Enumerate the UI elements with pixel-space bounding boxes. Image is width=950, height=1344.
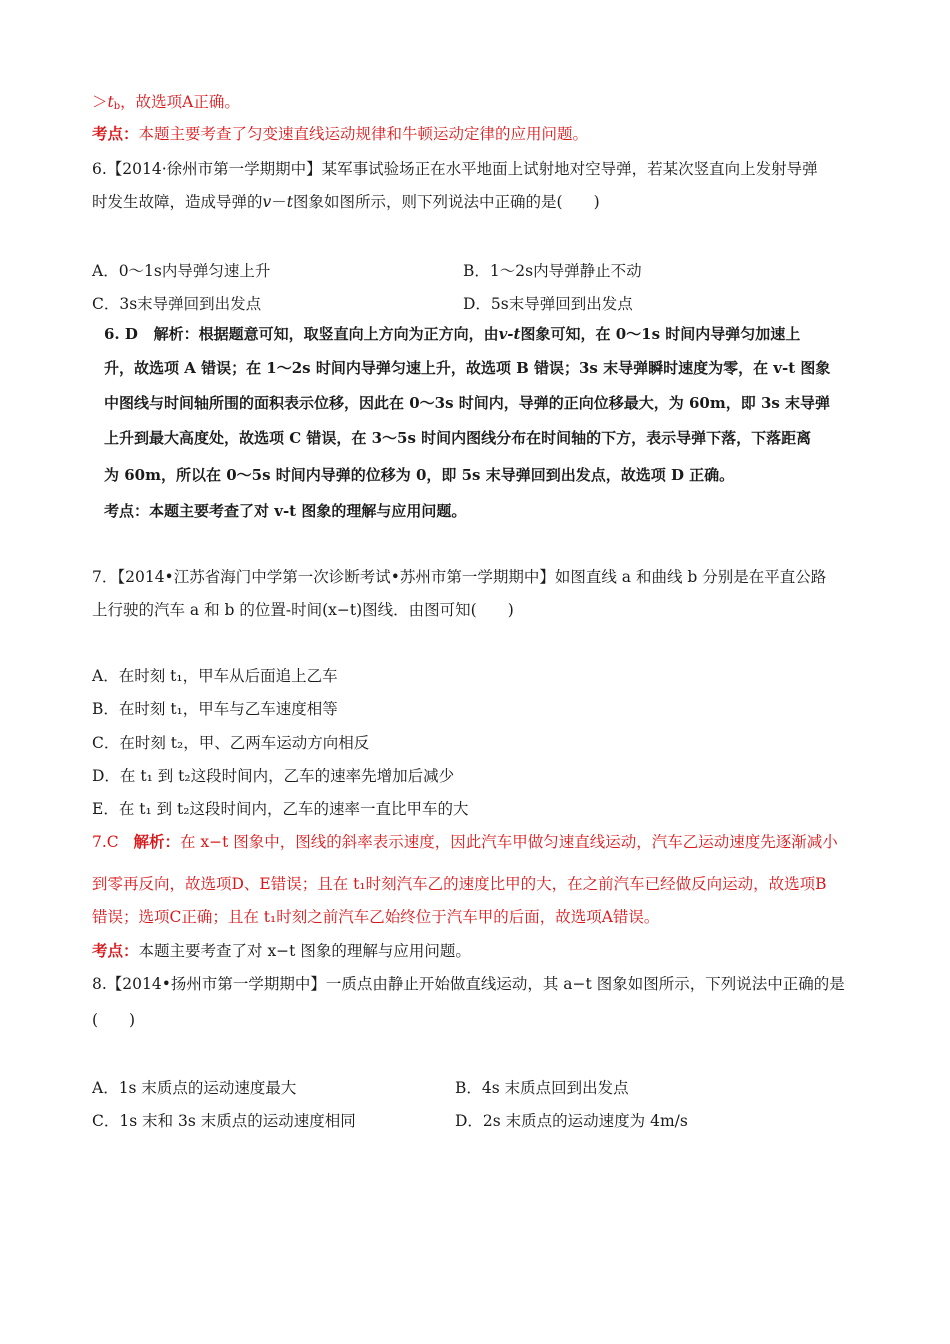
- q7-answer-l1: 在 x−t 图象中，图线的斜率表示速度，因此汽车甲做匀速直线运动，汽车乙运动速度先逐渐减小: [179, 833, 838, 851]
- q7-kaodian-text: 本题主要考查了对 x−t 图象的理解与应用问题。: [138, 942, 471, 960]
- q6-kaodian-text: 本题主要考查了对 v-t 图象的理解与应用问题。: [149, 502, 467, 520]
- q6-answer-var: v-t: [498, 325, 521, 343]
- q7-option-c: C．在时刻 t₂，甲、乙两车运动方向相反: [92, 734, 370, 752]
- q8-option-c: C．1s 末和 3s 末质点的运动速度相同: [92, 1112, 356, 1130]
- kaodian-5: [92, 124, 588, 144]
- carryover-line: [92, 92, 240, 117]
- q6-answer-label: 解析：: [153, 325, 199, 343]
- q7-option-b: B．在时刻 t₁，甲车与乙车速度相等: [92, 700, 338, 718]
- q6-answer-line4: 上升到最大高度处，故选项 C 错误，在 3～5s 时间内图线分布在时间轴的下方，表示导弹下落，下落距离: [104, 429, 812, 447]
- q6-answer-line2: 升，故选项 A 错误；在 1～2s 时间内导弹匀速上升，故选项 B 错误；3s 末导弹瞬时速度为零，在 v-t 图象: [104, 359, 831, 377]
- q6-var-v: v: [262, 193, 272, 211]
- q7-answer-num: 7.C: [92, 833, 119, 851]
- q8-stem-line1: 8.【2014•扬州市第一学期期中】一质点由静止开始做直线运动，其 a−t 图象如图所示，下列说法中正确的是: [92, 975, 845, 993]
- q7-answer-line2: 到零再反向，故选项D、E错误；且在 t₁时刻汽车乙的速度比甲的大，在之前汽车已经做反向运动，故选项B: [92, 875, 827, 893]
- q7-answer-line1: [92, 832, 838, 852]
- q7-answer-line3: 错误；选项C正确；且在 t₁时刻之前汽车乙始终位于汽车甲的后面，故选项A错误。: [92, 908, 660, 926]
- q6-option-c: C．3s末导弹回到出发点: [92, 295, 262, 313]
- q8-option-a: A．1s 末质点的运动速度最大: [92, 1079, 297, 1097]
- q7-answer-label: 解析：: [133, 832, 180, 851]
- var-t: t: [107, 93, 114, 111]
- q7-option-e: E．在 t₁ 到 t₂这段时间内，乙车的速率一直比甲车的大: [92, 800, 469, 818]
- q8-option-d: D．2s 末质点的运动速度为 4m/s: [455, 1112, 688, 1130]
- q6-answer-l1b: 图象可知，在 0～1s 时间内导弹匀加速上: [520, 325, 801, 343]
- q6-stem-a: 时发生故障，造成导弹的: [92, 193, 263, 211]
- q6-option-a: A．0～1s内导弹匀速上升: [92, 262, 271, 280]
- q7-option-d: D．在 t₁ 到 t₂这段时间内，乙车的速率先增加后减少: [92, 767, 455, 785]
- q7-stem-line1: 7．【2014•江苏省海门中学第一次诊断考试•苏州市第一学期期中】如图直线 a 和曲线 b 分别是在平直公路: [92, 568, 827, 586]
- q6-option-b: B．1～2s内导弹静止不动: [463, 262, 642, 280]
- q6-answer-l1a: 根据题意可知，取竖直向上方向为正方向，由: [198, 325, 499, 343]
- q6-option-d: D．5s末导弹回到出发点: [463, 295, 633, 313]
- kaodian-label: 考点：: [92, 124, 139, 143]
- q8-option-b: B．4s 末质点回到出发点: [455, 1079, 629, 1097]
- q6-stem-line1: 6.【2014·徐州市第一学期期中】某军事试验场正在水平地面上试射地对空导弹，若某次竖直向上发射导弹: [92, 160, 818, 178]
- kaodian-text: 本题主要考查了匀变速直线运动规律和牛顿运动定律的应用问题。: [138, 125, 589, 143]
- q7-option-a: A．在时刻 t₁，甲车从后面追上乙车: [92, 667, 338, 685]
- q6-answer-line3: 中图线与时间轴所围的面积表示位移，因此在 0～3s 时间内，导弹的正向位移最大，为 60m，即 3s 末导弹: [104, 394, 831, 412]
- q6-var-t: t: [286, 193, 294, 211]
- q6-stem-line2: [92, 192, 600, 212]
- q7-kaodian-label: 考点：: [92, 941, 139, 960]
- q6-dash: －: [271, 193, 287, 211]
- carryover-text: ，故选项A正确。: [120, 93, 240, 111]
- q6-answer-line1: [104, 324, 800, 344]
- q6-stem-b: 图象如图所示，则下列说法中正确的是( ): [293, 193, 600, 211]
- q6-kaodian: [104, 501, 466, 521]
- gt-sign: ＞: [92, 93, 108, 111]
- q6-answer-num: 6. D: [104, 325, 138, 343]
- sub-b: b: [113, 101, 121, 112]
- q6-answer-line5: 为 60m，所以在 0～5s 时间内导弹的位移为 0，即 5s 末导弹回到出发点，故选项 D 正确。: [104, 466, 735, 484]
- q8-stem-line2: ( ): [92, 1011, 136, 1029]
- q6-kaodian-label: 考点：: [104, 502, 150, 520]
- q7-stem-line2: 上行驶的汽车 a 和 b 的位置-时间(x−t)图线．由图可知( ): [92, 601, 514, 619]
- q7-kaodian: [92, 941, 471, 961]
